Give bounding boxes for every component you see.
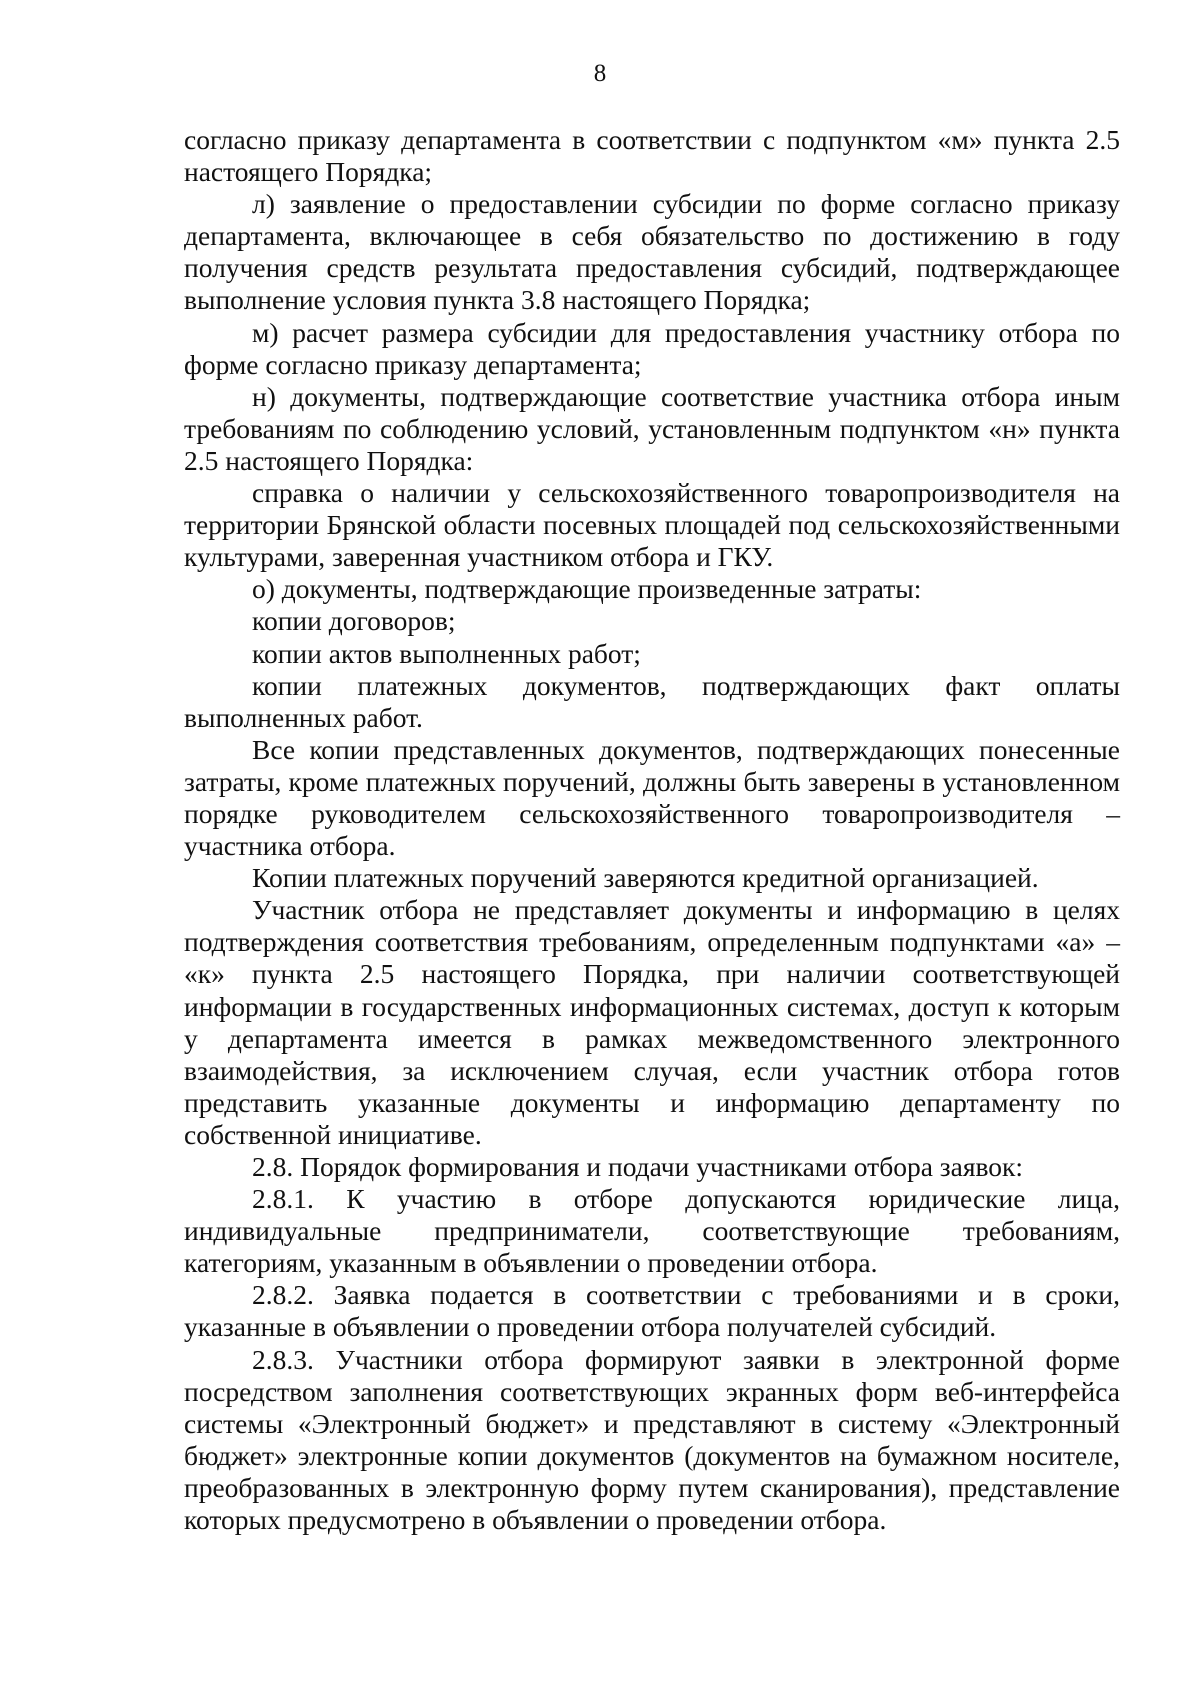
paragraph: справка о наличии у сельскохозяйственного товаропроизводителя на территории Брянской области посевных площадей под сельскохозяйственными культурами, заверенная участником отбора и ГКУ. <box>184 477 1120 573</box>
page-number: 8 <box>593 60 607 87</box>
paragraph: 2.8.2. Заявка подается в соответствии с требованиями и в сроки, указанные в объявлении о проведении отбора получателей субсидий. <box>184 1279 1120 1343</box>
paragraph: 2.8. Порядок формирования и подачи участниками отбора заявок: <box>252 1151 1024 1182</box>
document-body <box>184 124 1120 1536</box>
paragraph: о) документы, подтверждающие произведенные затраты: <box>252 573 922 605</box>
paragraph: копии договоров; <box>252 605 456 637</box>
paragraph: Копии платежных поручений заверяются кредитной организацией. <box>252 862 1039 894</box>
paragraph: л) заявление о предоставлении субсидии по форме согласно приказу департамента, включающее в себя обязательство по достижению в году получения средств результата предоставления субсидий, подтверждающее выполнение условия пункта 3.8 настоящего Порядка; <box>184 188 1120 316</box>
paragraph: н) документы, подтверждающие соответствие участника отбора иным требованиям по соблюдению условий, установленным подпунктом «н» пункта 2.5 настоящего Порядка: <box>184 380 1120 476</box>
paragraph: копии платежных документов, подтверждающих факт оплаты выполненных работ. <box>184 669 1120 733</box>
paragraph: согласно приказу департамента в соответствии с подпунктом «м» пункта 2.5 настоящего Порядка; <box>184 124 1120 188</box>
paragraph: 2.8.1. К участию в отборе допускаются юридические лица, индивидуальные предприниматели, соответствующие требованиям, категориям, указанным в объявлении о проведении отбора. <box>184 1183 1120 1279</box>
paragraph: Все копии представленных документов, подтверждающих понесенные затраты, кроме платежных поручений, должны быть заверены в установленном порядке руководителем сельскохозяйственного товаропроизводителя – участника отбора. <box>184 733 1120 862</box>
paragraph: Участник отбора не представляет документы и информацию в целях подтверждения соответствия требованиям, определенным подпунктами «а» – «к» пункта 2.5 настоящего Порядка, при наличии соответствующей информации в государственных информационных системах, доступ к которым у департамента имеется в рамках межведомственного электронного взаимодействия, за исключением случая, если участник отбора готов представить указанные документы и информацию департаменту по собственной инициативе. <box>184 894 1120 1150</box>
paragraph: м) расчет размера субсидии для предоставления участнику отбора по форме согласно приказу департамента; <box>184 316 1120 380</box>
paragraph: копии актов выполненных работ; <box>252 637 641 669</box>
paragraph: 2.8.3. Участники отбора формируют заявки в электронной форме посредством заполнения соответствующих экранных форм веб-интерфейса системы «Электронный бюджет» и представляют в систему «Электронный бюджет» электронные копии документов (документов на бумажном носителе, преобразованных в электронную форму путем сканирования), представление которых предусмотрено в объявлении о проведении отбора. <box>184 1343 1120 1536</box>
